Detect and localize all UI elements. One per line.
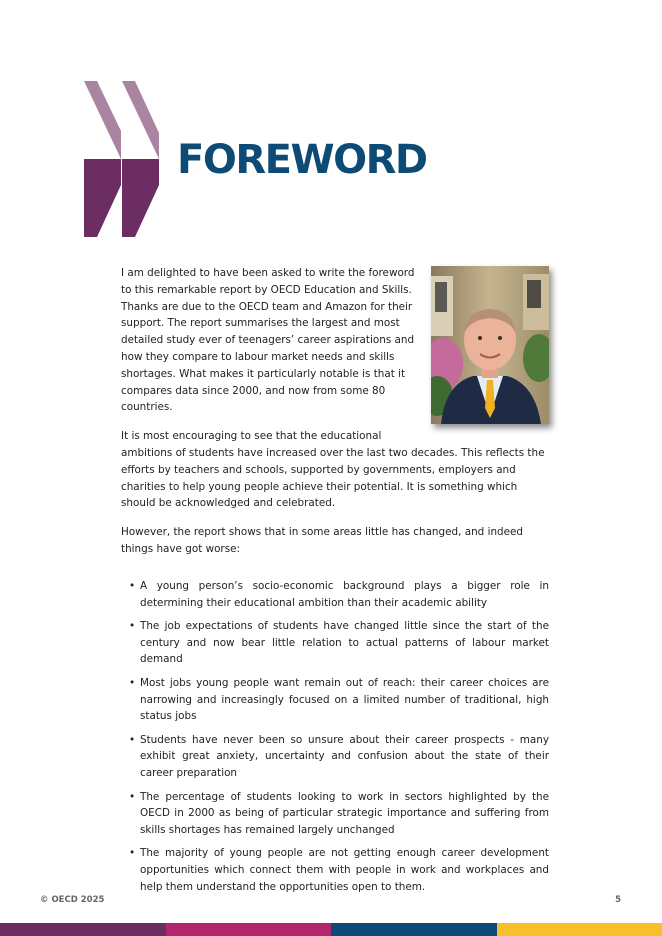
list-item: • The percentage of students looking to work in sectors highlighted by the OECD in 2000 as being of particular strategic importance and suffering from skills shortages has remained largely unchanged	[129, 790, 549, 837]
list-item: • Students have never been so unsure about their career prospects - many exhibit great anxiety, uncertainty and confusion about the state of their career preparation	[129, 733, 549, 780]
footer-page-number: 5	[615, 895, 621, 905]
author-portrait-photo	[431, 266, 549, 424]
paragraph-however: However, the report shows that in some areas little has changed, and indeed things have got worse:	[121, 526, 524, 555]
footer-copyright: © OECD 2025	[40, 895, 105, 905]
footer-color-stripe	[0, 923, 662, 936]
chevron-right-dark	[122, 159, 159, 237]
list-item: • The job expectations of students have changed little since the start of the century and now bear little relation to actual patterns of labour market demand	[129, 619, 549, 666]
list-item: • A young person’s socio-economic background plays a bigger role in determining their educational ambition than their academic ability	[129, 579, 549, 609]
bullet-icon: •	[129, 619, 136, 632]
bullet-icon: •	[129, 676, 136, 689]
oecd-chevron-logo	[84, 81, 160, 237]
bullet-icon: •	[129, 733, 136, 746]
chevron-left-light	[84, 81, 121, 159]
paragraph-intro: I am delighted to have been asked to write the foreword to this remarkable report by OECD Education and Skills. Thanks are due to the OECD team and Amazon for their support. The report summarises the largest and most detailed study ever of teenagers’ career aspirations and how they compare to labour market needs and skills shortages. What makes it particularly notable is that it compares data since 2000, and now from some 80 countries.	[121, 267, 415, 414]
stripe-segment-yellow	[497, 923, 662, 936]
stripe-segment-magenta	[166, 923, 332, 936]
page-title: FOREWORD	[177, 137, 427, 183]
bullet-icon: •	[129, 579, 136, 592]
findings-list	[121, 578, 549, 896]
stripe-segment-purple	[0, 923, 166, 936]
foreword-body	[121, 265, 549, 902]
bullet-icon: •	[129, 847, 136, 860]
paragraph-ambitions: It is most encouraging to see that the educational ambitions of students have increased over the last two decades. This reflects the efforts by teachers and schools, supported by governments, employers and charities to help young people achieve their potential. It is something which should be acknowledged and celebrated.	[121, 430, 545, 510]
list-item: • Most jobs young people want remain out of reach: their career choices are narrowing and increasingly focused on a limited number of traditional, high status jobs	[129, 676, 549, 723]
bullet-icon: •	[129, 790, 136, 803]
chevron-right-light	[122, 81, 159, 159]
list-item: • The majority of young people are not getting enough career development opportunities which connect them with people in work and workplaces and help them understand the opportunities open to them.	[129, 847, 549, 893]
stripe-segment-navy	[331, 923, 497, 936]
